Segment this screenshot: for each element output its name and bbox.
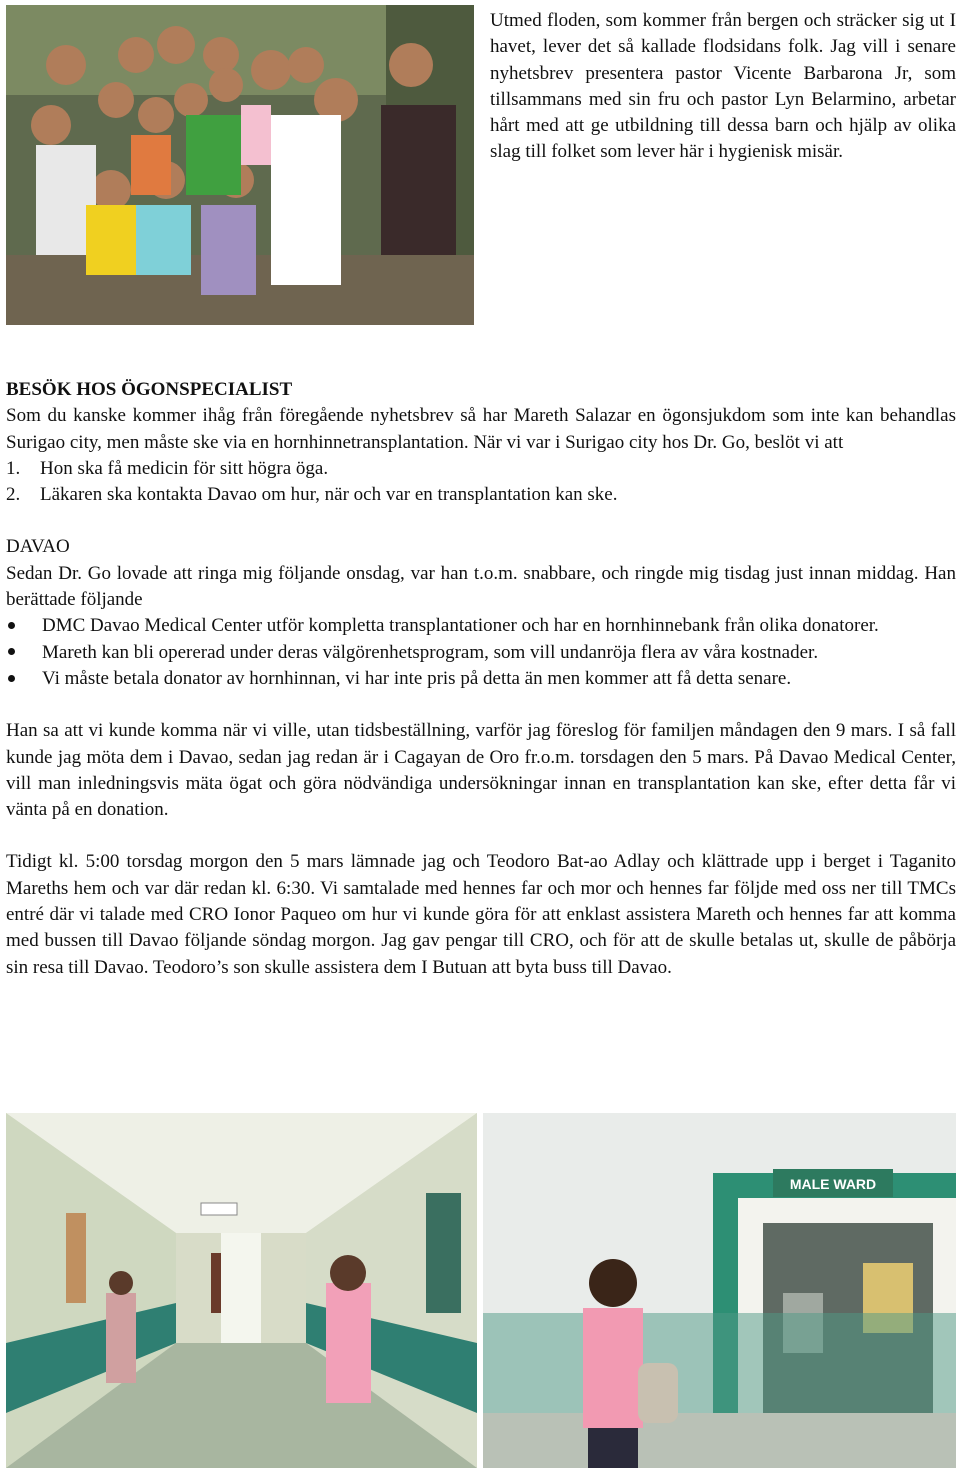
item-number: 2. [6, 484, 21, 506]
bullet-list [6, 613, 956, 692]
hospital-hallway-photo [6, 1113, 477, 1468]
section-heading: DAVAO [6, 536, 70, 558]
body-paragraph: Tidigt kl. 5:00 torsdag morgon den 5 mars lämnade jag och Teodoro Bat-ao Adlay och klättrade upp i berget i Taganito Mareths hem och var där redan kl. 6:30. Vi samtalade med hennes far och mor och hennes far följde med oss ner till TMCs entré där vi talade med CRO Ionor Paqueo om hur vi kunde göra för att enklast assistera Mareth och hennes far att komma med bussen till Davao följande söndag morgon. Jag gav pengar till CRO, och för att de skulle betalas ut, skulle de påbörja sin resa till Davao. Teodoro’s son skulle assistera dem I Butuan att byta buss till Davao. [6, 851, 956, 978]
ward-sign: MALE WARD [789, 1176, 877, 1192]
item-text: Läkaren ska kontakta Davao om hur, när och var en transplantation kan ske. [40, 484, 618, 506]
male-ward-photo [483, 1113, 956, 1468]
bullet-text: Mareth kan bli opererad under deras välgörenhetsprogram, som vill undanröja flera av våra kostnader. [42, 641, 819, 663]
item-text: Hon ska få medicin för sitt högra öga. [40, 457, 329, 479]
bullet-text: Vi måste betala donator av hornhinnan, vi har inte pris på detta än men kommer att få detta senare. [42, 667, 792, 689]
numbered-item [6, 456, 956, 482]
item-number: 1. [6, 457, 21, 479]
list-item [6, 613, 956, 639]
numbered-item [6, 482, 956, 508]
section-paragraph: Sedan Dr. Go lovade att ringa mig följande onsdag, var han t.o.m. snabbare, och ringde mig tisdag just innan middag. Han berättade följande [6, 562, 956, 611]
bullet-icon [6, 613, 42, 639]
bullet-icon [6, 666, 42, 692]
body-paragraph: Han sa att vi kunde komma när vi ville, utan tidsbeställning, varför jag föreslog för familjen måndagen den 9 mars. I så fall kunde jag möta dem i Davao, sedan jag redan är i Cagayan de Oro fr.o.m. torsdagen den 5 mars. På Davao Medical Center, vill man inledningsvis mäta ögat och göra nödvändiga undersökningar innan en transplantation kan ske, efter detta får vi vänta på en donation. [6, 720, 956, 821]
list-item [6, 666, 956, 692]
list-item [6, 640, 956, 666]
section-heading: BESÖK HOS ÖGONSPECIALIST [6, 379, 293, 400]
bullet-icon [6, 640, 42, 666]
section-paragraph: Som du kanske kommer ihåg från föregående nyhetsbrev så har Mareth Salazar en ögonsjukdom som inte kan behandlas Surigao city, men måste ske via en hornhinnetransplantation. När vi var i Surigao city hos Dr. Go, beslöt vi att [6, 405, 956, 453]
bullet-text: DMC Davao Medical Center utför kompletta transplantationer och har en hornhinnebank från olika donatorer. [42, 615, 879, 637]
article-body [6, 377, 956, 981]
intro-paragraph: Utmed floden, som kommer från bergen och sträcker sig ut I havet, lever det så kallade flodsidans folk. Jag vill i senare nyhetsbrev presentera pastor Vicente Barbarona Jr, som tillsammans med sin fru och pastor Lyn Belarmino, arbetar hårt med att ge utbildning till dessa barn och hjälp av olika slag till folket som lever här i hygienisk misär. [490, 10, 956, 163]
children-group-photo [6, 5, 474, 325]
